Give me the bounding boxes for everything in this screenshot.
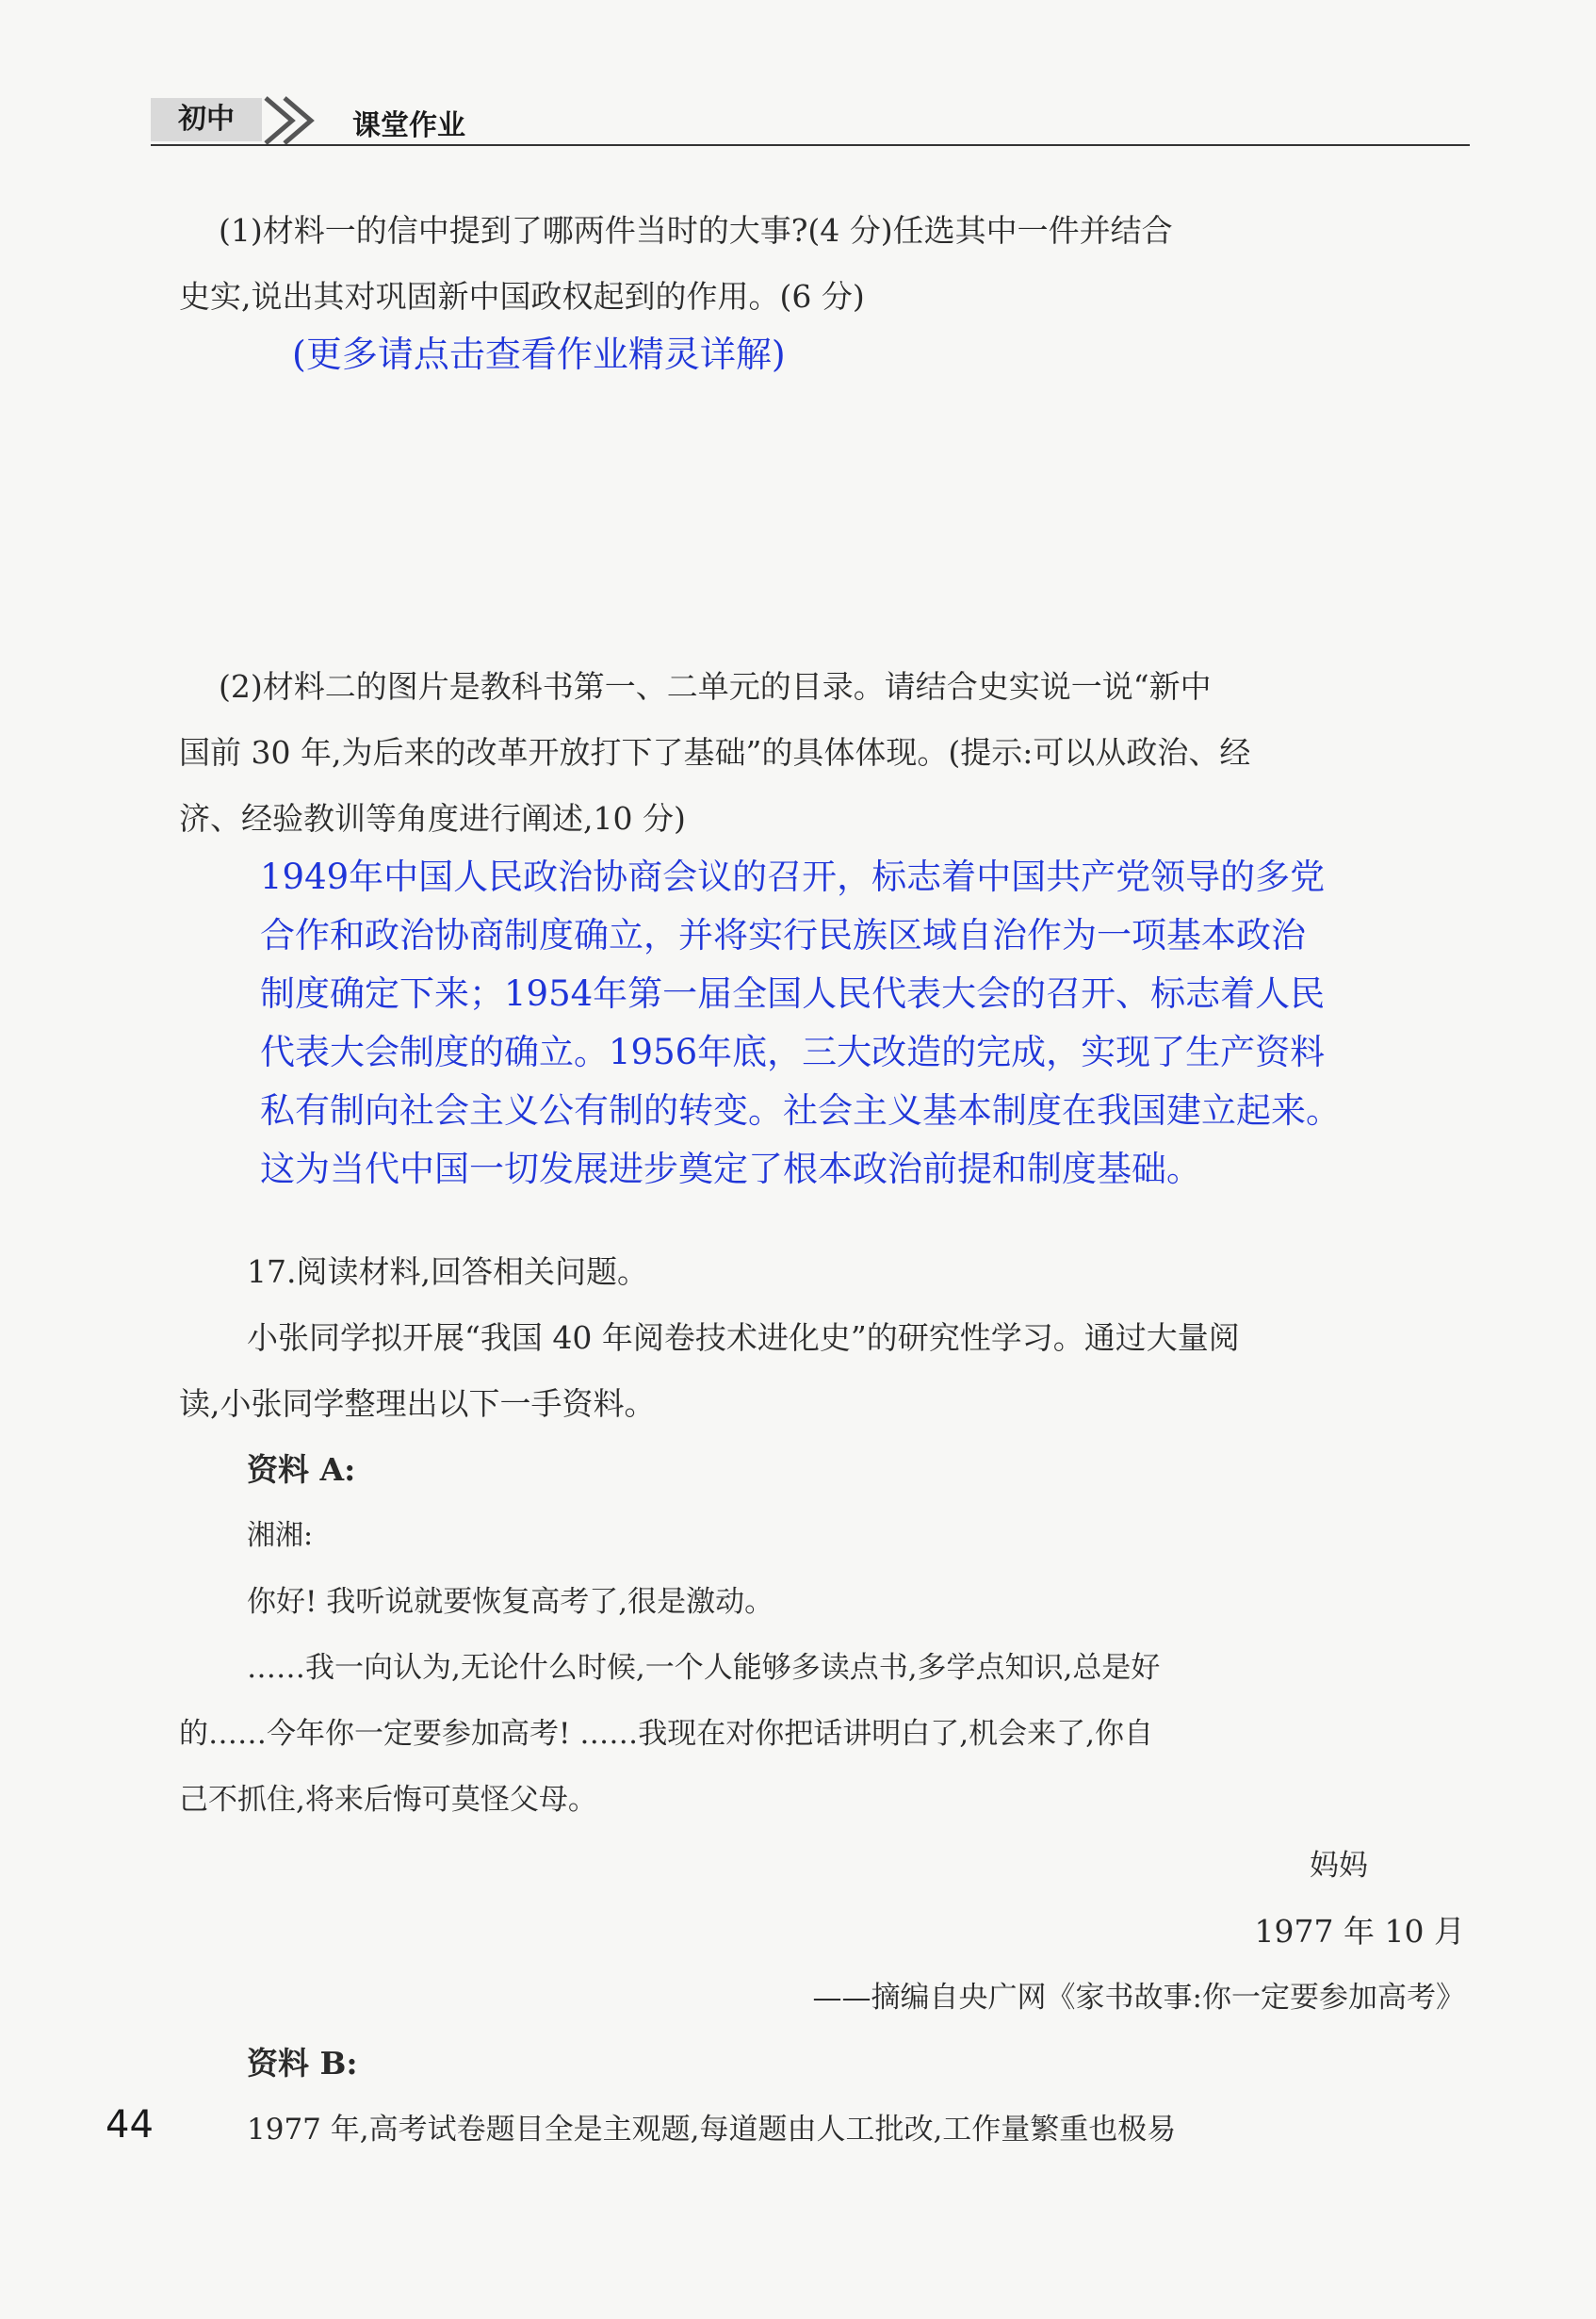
q17-title: 17.阅读材料,回答相关问题。 — [247, 1253, 648, 1290]
answer-line: 合作和政治协商制度确立，并将实行民族区域自治作为一项基本政治 — [260, 915, 1306, 955]
letter-paragraph: ……我一向认为,无论什么时候,一个人能够多读点书,多学点知识,总是好 — [247, 1651, 1161, 1685]
letter-date: 1977 年 10 月 — [1254, 1913, 1465, 1950]
q2-line3: 济、经验教训等角度进行阐述,10 分) — [179, 800, 686, 837]
page-header — [151, 92, 1470, 147]
header-title: 课堂作业 — [352, 109, 465, 142]
q2-line2: 国前 30 年,为后来的改革开放打下了基础”的具体体现。(提示:可以从政治、经 — [179, 734, 1251, 771]
letter-paragraph: 你好! 我听说就要恢复高考了,很是激动。 — [247, 1585, 774, 1619]
answer-line: 代表大会制度的确立。1956年底，三大改造的完成，实现了生产资料 — [260, 1032, 1326, 1072]
material-a-label: 资料 A: — [247, 1451, 356, 1488]
q1-line2: 史实,说出其对巩固新中国政权起到的作用。(6 分) — [179, 278, 865, 315]
q2-line1: (2)材料二的图片是教科书第一、二单元的目录。请结合史实说一说“新中 — [219, 668, 1212, 705]
answer-line: 这为当代中国一切发展进步奠定了根本政治前提和制度基础。 — [260, 1149, 1201, 1189]
material-b-label: 资料 B: — [247, 2045, 358, 2082]
letter-source: ——摘编自央广网《家书故事:你一定要参加高考》 — [812, 1981, 1465, 2015]
letter-paragraph: 己不抓住,将来后悔可莫怪父母。 — [179, 1783, 597, 1817]
q17-intro-line2: 读,小张同学整理出以下一手资料。 — [179, 1385, 656, 1422]
answer-line: 1949年中国人民政治协商会议的召开，标志着中国共产党领导的多党 — [260, 857, 1326, 897]
more-details-link[interactable]: (更多请点击查看作业精灵详解) — [292, 334, 786, 375]
header-rule — [151, 144, 1470, 146]
answer-line: 私有制向社会主义公有制的转变。社会主义基本制度在我国建立起来。 — [260, 1090, 1341, 1131]
answer-line: 制度确定下来；1954年第一届全国人民代表大会的召开、标志着人民 — [260, 973, 1326, 1014]
letter-signature: 妈妈 — [1310, 1849, 1368, 1883]
grade-tag: 初中 — [151, 98, 262, 141]
double-chevron-icon — [256, 92, 332, 147]
letter-salutation: 湘湘: — [247, 1519, 314, 1552]
q17-intro-line1: 小张同学拟开展“我国 40 年阅卷技术进化史”的研究性学习。通过大量阅 — [247, 1319, 1240, 1356]
page-number: 44 — [106, 2103, 154, 2147]
q1-line1: (1)材料一的信中提到了哪两件当时的大事?(4 分)任选其中一件并结合 — [219, 212, 1173, 249]
material-b-paragraph: 1977 年,高考试卷题目全是主观题,每道题由人工批改,工作量繁重也极易 — [247, 2113, 1177, 2147]
letter-paragraph: 的……今年你一定要参加高考! ……我现在对你把话讲明白了,机会来了,你自 — [179, 1717, 1154, 1751]
